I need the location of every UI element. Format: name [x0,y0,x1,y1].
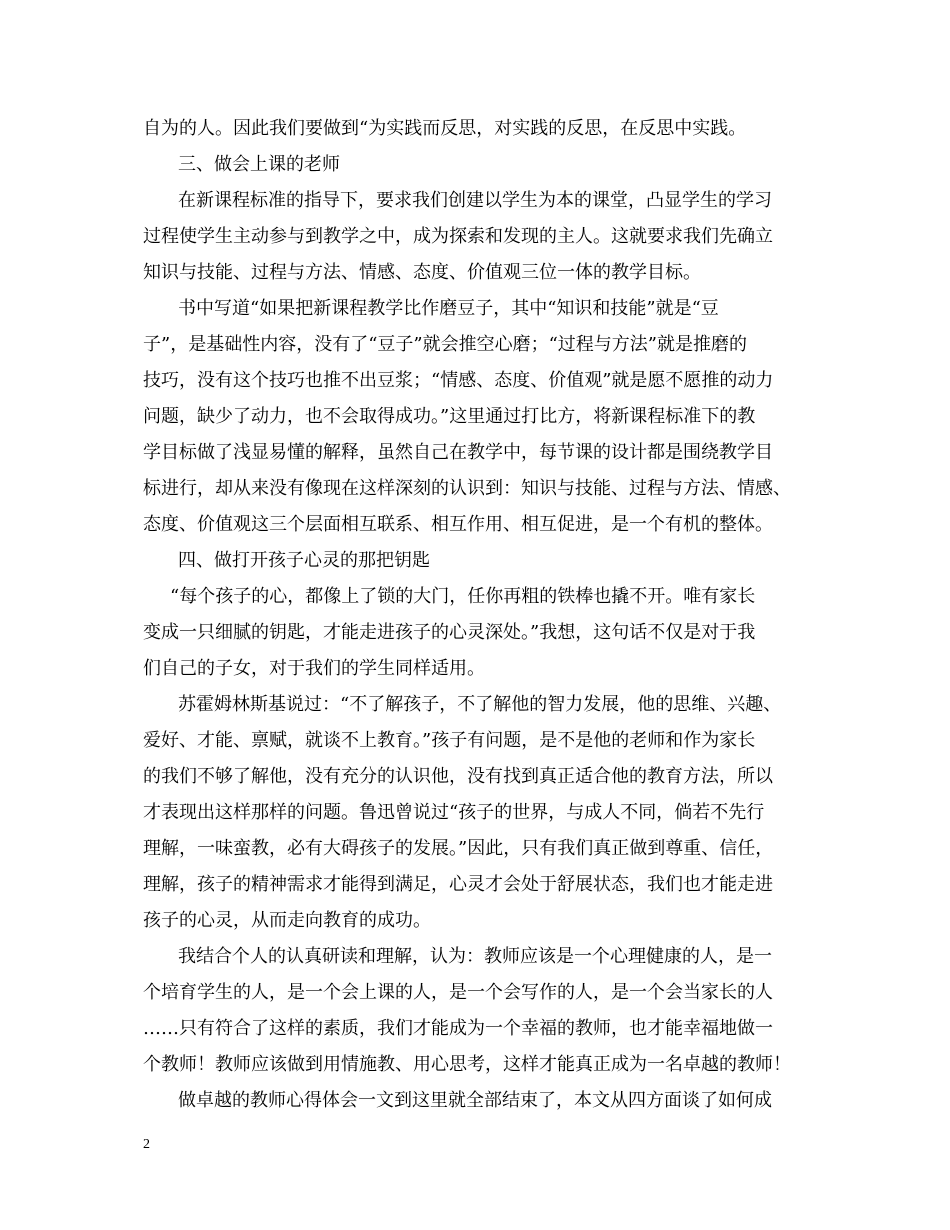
text-line: 理解，孩子的精神需求才能得到满足，心灵才会处于舒展状态，我们也才能走进 [143,874,773,895]
text-line: 理解，一味蛮教，必有大碍孩子的发展。”因此，只有我们真正做到尊重、信任， [143,838,774,859]
text-line: 个培育学生的人，是一个会上课的人，是一个会写作的人，是一个会当家长的人 [143,982,773,1003]
text-line: 技巧，没有这个技巧也推不出豆浆；“情感、态度、价值观”就是愿不愿推的动力 [143,370,774,391]
text-line: 标进行，却从来没有像现在这样深刻的认识到：知识与技能、过程与方法、情感、 [143,478,791,499]
text-line: 个教师！教师应该做到用情施教、用心思考，这样才能真正成为一名卓越的教师！ [143,1054,791,1075]
text-line: 我结合个人的认真研读和理解，认为：教师应该是一个心理健康的人，是一 [178,946,772,967]
text-line: 过程使学生主动参与到教学之中，成为探索和发现的主人。这就要求我们先确立 [143,226,773,247]
section-heading: 三、做会上课的老师 [178,154,340,175]
text-line: 变成一只细腻的钥匙，才能走进孩子的心灵深处。”我想，这句话不仅是对于我 [143,622,756,643]
text-line: 们自己的子女，对于我们的学生同样适用。 [143,658,485,679]
text-line: 问题，缺少了动力，也不会取得成功。”这里通过打比方，将新课程标准下的教 [143,406,756,427]
text-line: 在新课程标准的指导下，要求我们创建以学生为本的课堂，凸显学生的学习 [178,190,772,211]
text-line: 爱好、才能、禀赋，就谈不上教育。”孩子有问题，是不是他的老师和作为家长 [143,730,756,751]
text-line: 自为的人。因此我们要做到“为实践而反思，对实践的反思，在反思中实践。 [143,118,747,139]
text-line: 学目标做了浅显易懂的解释，虽然自己在教学中，每节课的设计都是围绕教学目 [143,442,773,463]
text-line: 知识与技能、过程与方法、情感、态度、价值观三位一体的教学目标。 [143,262,701,283]
text-line: 的我们不够了解他，没有充分的认识他，没有找到真正适合他的教育方法，所以 [143,766,773,787]
text-line: 态度、价值观这三个层面相互联系、相互作用、相互促进，是一个有机的整体。 [143,514,773,535]
text-line: 才表现出这样那样的问题。鲁迅曾说过“孩子的世界，与成人不同，倘若不先行 [143,802,765,823]
text-line: 子”，是基础性内容，没有了“豆子”就会推空心磨；“过程与方法”就是推磨的 [143,334,748,355]
text-line: 孩子的心灵，从而走向教育的成功。 [143,910,431,931]
page-number: 2 [143,1137,150,1152]
text-line: “每个孩子的心，都像上了锁的大门，任你再粗的铁棒也撬不开。唯有家长 [170,586,756,607]
text-line: 苏霍姆林斯基说过：“不了解孩子，不了解他的智力发展，他的思维、兴趣、 [178,694,782,715]
text-line: 做卓越的教师心得体会一文到这里就全部结束了，本文从四方面谈了如何成 [178,1090,772,1111]
text-line: ……只有符合了这样的素质，我们才能成为一个幸福的教师，也才能幸福地做一 [143,1018,773,1039]
text-line: 书中写道“如果把新课程教学比作磨豆子，其中“知识和技能”就是“豆 [178,298,719,319]
section-heading: 四、做打开孩子心灵的那把钥匙 [178,550,430,571]
